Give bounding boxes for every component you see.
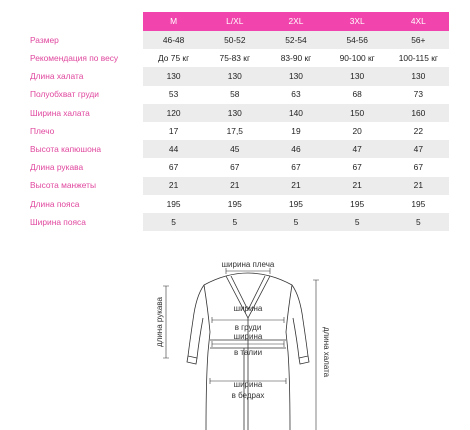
size-value-cell: 195: [265, 195, 326, 213]
size-value-cell: 5: [143, 213, 204, 231]
size-value-cell: 195: [204, 195, 265, 213]
size-value-cell: 75-83 кг: [204, 49, 265, 67]
size-value-cell: 67: [388, 158, 449, 176]
row-label: Длина рукава: [30, 162, 84, 173]
size-value-cell: 17: [143, 122, 204, 140]
row-label: Размер: [30, 34, 59, 45]
size-value-cell: 120: [143, 104, 204, 122]
size-value-cell: 21: [265, 177, 326, 195]
size-value-cell: 130: [143, 67, 204, 85]
size-value-cell: 160: [388, 104, 449, 122]
size-value-cell: 5: [204, 213, 265, 231]
size-value-cell: 130: [265, 67, 326, 85]
size-value-cell: 63: [265, 86, 326, 104]
size-value-cell: 52-54: [265, 31, 326, 49]
row-label: Полуобхват груди: [30, 89, 99, 100]
row-label: Рекомендация по весу: [30, 53, 119, 64]
sleeve-length-label: длина рукава: [155, 297, 164, 347]
robe-length-line: [313, 280, 319, 430]
row-label: Плечо: [30, 125, 55, 136]
size-value-cell: 5: [327, 213, 388, 231]
size-header-m: M: [143, 12, 204, 31]
size-value-cell: 100-115 кг: [388, 49, 449, 67]
row-label: Высота манжеты: [30, 180, 96, 191]
size-value-cell: 90-100 кг: [327, 49, 388, 67]
chest-label-line2: в груди: [234, 323, 262, 332]
size-value-cell: 44: [143, 140, 204, 158]
size-value-cell: 130: [204, 104, 265, 122]
size-value-cell: 47: [327, 140, 388, 158]
shoulder-width-label: ширина плеча: [221, 260, 275, 269]
size-value-cell: 46-48: [143, 31, 204, 49]
size-value-cell: 54-56: [327, 31, 388, 49]
size-value-cell: 58: [204, 86, 265, 104]
row-label: Ширина пояса: [30, 216, 86, 227]
size-value-cell: До 75 кг: [143, 49, 204, 67]
size-header-4xl: 4XL: [388, 12, 449, 31]
size-value-cell: 83-90 кг: [265, 49, 326, 67]
chest-label-line1: ширина: [233, 304, 263, 313]
row-label: Высота капюшона: [30, 144, 102, 155]
size-value-cell: 17,5: [204, 122, 265, 140]
size-header-3xl: 3XL: [327, 12, 388, 31]
size-value-cell: 47: [388, 140, 449, 158]
size-value-cell: 67: [327, 158, 388, 176]
size-value-cell: 21: [327, 177, 388, 195]
row-label: Длина халата: [30, 71, 84, 82]
size-value-cell: 19: [265, 122, 326, 140]
row-label: Длина пояса: [30, 198, 80, 209]
size-value-cell: 130: [327, 67, 388, 85]
right-sleeve-outline: [270, 276, 308, 358]
size-value-cell: 46: [265, 140, 326, 158]
waist-label-line2: в талии: [233, 348, 263, 357]
size-value-cell: 50-52: [204, 31, 265, 49]
waist-label-line1: ширина: [233, 332, 263, 341]
hips-label-line1: ширина: [233, 380, 263, 389]
size-value-cell: 21: [388, 177, 449, 195]
size-value-cell: 73: [388, 86, 449, 104]
size-value-cell: 45: [204, 140, 265, 158]
right-body-side: [286, 285, 292, 430]
size-value-cell: 68: [327, 86, 388, 104]
size-value-cell: 21: [143, 177, 204, 195]
left-body-side: [204, 285, 210, 430]
size-value-cell: 53: [143, 86, 204, 104]
size-value-cell: 140: [265, 104, 326, 122]
size-value-cell: 21: [204, 177, 265, 195]
size-header-l-xl: L/XL: [204, 12, 265, 31]
size-value-cell: 195: [143, 195, 204, 213]
row-label: Ширина халата: [30, 107, 90, 118]
size-value-cell: 22: [388, 122, 449, 140]
robe-length-label: длина халата: [322, 326, 331, 378]
size-value-cell: 5: [388, 213, 449, 231]
size-value-cell: 67: [143, 158, 204, 176]
back-collar: [226, 273, 270, 276]
size-value-cell: 56+: [388, 31, 449, 49]
size-value-cell: 150: [327, 104, 388, 122]
size-value-cell: 67: [204, 158, 265, 176]
hips-label-line2: в бедрах: [231, 391, 265, 400]
size-value-cell: 5: [265, 213, 326, 231]
size-value-cell: 130: [388, 67, 449, 85]
left-sleeve-outline: [188, 276, 226, 358]
size-value-cell: 20: [327, 122, 388, 140]
size-value-cell: 195: [388, 195, 449, 213]
size-header-2xl: 2XL: [265, 12, 326, 31]
size-value-cell: 67: [265, 158, 326, 176]
size-value-cell: 130: [204, 67, 265, 85]
size-value-cell: 195: [327, 195, 388, 213]
